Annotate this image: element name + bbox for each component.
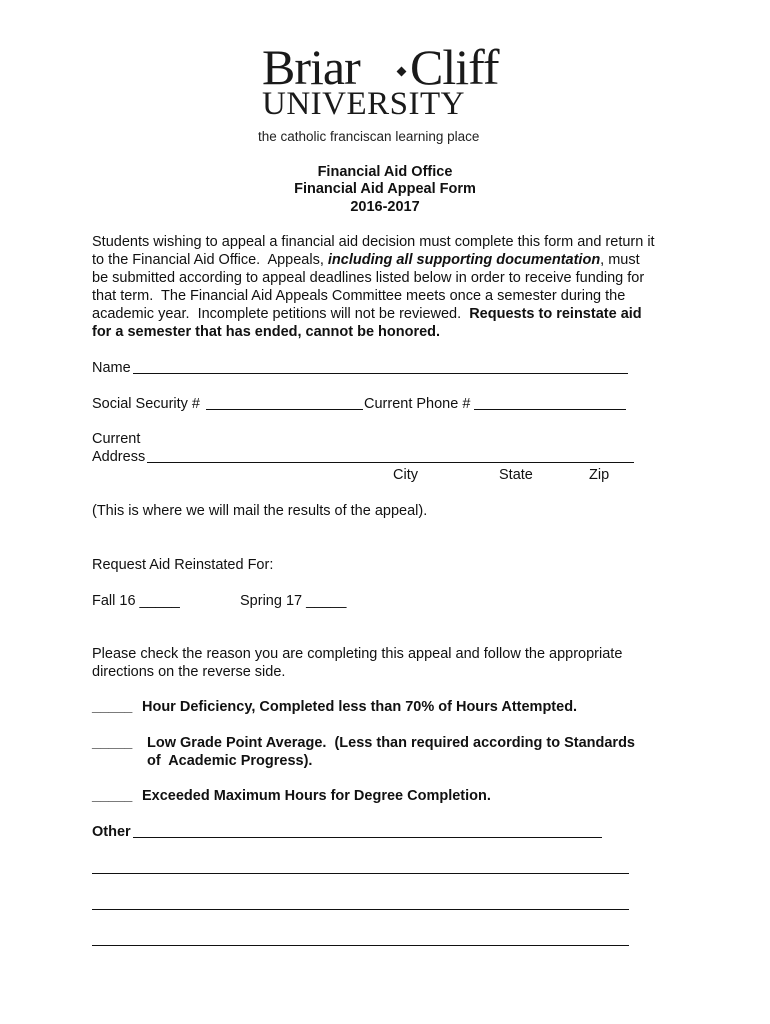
other-line-3[interactable] — [92, 909, 629, 910]
intro-line-2 — [92, 252, 640, 268]
intro-line-5 — [92, 306, 642, 322]
address-label-line-2: Address — [92, 449, 146, 465]
phone-label: Current Phone # — [364, 396, 471, 412]
reason-instruction-2: directions on the reverse side. — [92, 664, 286, 680]
intro-line-2c: , must — [600, 252, 640, 268]
name-field[interactable] — [133, 373, 628, 374]
max-hours-label: Exceeded Maximum Hours for Degree Completion. — [142, 788, 491, 804]
spring-17-option[interactable]: Spring 17 _____ — [240, 593, 347, 609]
address-field[interactable] — [147, 462, 634, 463]
hour-deficiency-checkbox[interactable]: _____ — [92, 699, 133, 715]
zip-label: Zip — [589, 467, 610, 483]
intro-line-4: that term. The Financial Aid Appeals Committee meets once a semester during the — [92, 288, 626, 304]
name-label: Name — [92, 360, 131, 376]
other-label: Other — [92, 824, 131, 840]
office-title: Financial Aid Office — [317, 164, 453, 180]
reinstate-heading: Request Aid Reinstated For: — [92, 557, 274, 573]
address-label-line-1: Current — [92, 431, 141, 447]
hour-deficiency-label: Hour Deficiency, Completed less than 70% of Hours Attempted. — [142, 699, 578, 715]
state-label: State — [499, 467, 533, 483]
logo-word-briar: Briar — [262, 39, 360, 95]
intro-reinstate-warning: Requests to reinstate aid — [469, 306, 642, 322]
other-line-2[interactable] — [92, 873, 629, 874]
intro-line-3: be submitted according to appeal deadlines listed below in order to receive funding for — [92, 270, 645, 286]
low-gpa-checkbox[interactable]: _____ — [92, 735, 133, 751]
max-hours-checkbox[interactable]: _____ — [92, 788, 133, 804]
intro-emphasis: including all supporting documentation — [327, 252, 601, 268]
reason-instruction-1: Please check the reason you are completing this appeal and follow the appropriate — [92, 646, 623, 662]
academic-year: 2016-2017 — [350, 199, 420, 215]
ssn-label: Social Security # — [92, 396, 200, 412]
logo-diamond — [397, 67, 407, 77]
intro-line-2a: to the Financial Aid Office. Appeals, — [92, 252, 328, 268]
logo-tagline: the catholic franciscan learning place — [258, 129, 480, 144]
fall-16-option[interactable]: Fall 16 _____ — [92, 593, 180, 609]
ssn-field[interactable] — [206, 409, 363, 410]
city-label: City — [393, 467, 418, 483]
mail-results-note: (This is where we will mail the results of the appeal). — [92, 503, 428, 519]
logo-word-cliff: Cliff — [410, 39, 499, 95]
form-title: Financial Aid Appeal Form — [294, 181, 476, 197]
other-field[interactable] — [133, 837, 602, 838]
phone-field[interactable] — [474, 409, 626, 410]
low-gpa-label-1: Low Grade Point Average. (Less than required according to Standards — [147, 735, 635, 751]
other-line-4[interactable] — [92, 945, 629, 946]
intro-line-1: Students wishing to appeal a financial aid decision must complete this form and return it — [92, 234, 655, 250]
low-gpa-label-2: of Academic Progress). — [147, 753, 313, 769]
logo-university: UNIVERSITY — [262, 86, 465, 122]
intro-line-5a: academic year. Incomplete petitions will not be reviewed. — [92, 306, 470, 322]
intro-line-6: for a semester that has ended, cannot be honored. — [92, 324, 441, 340]
